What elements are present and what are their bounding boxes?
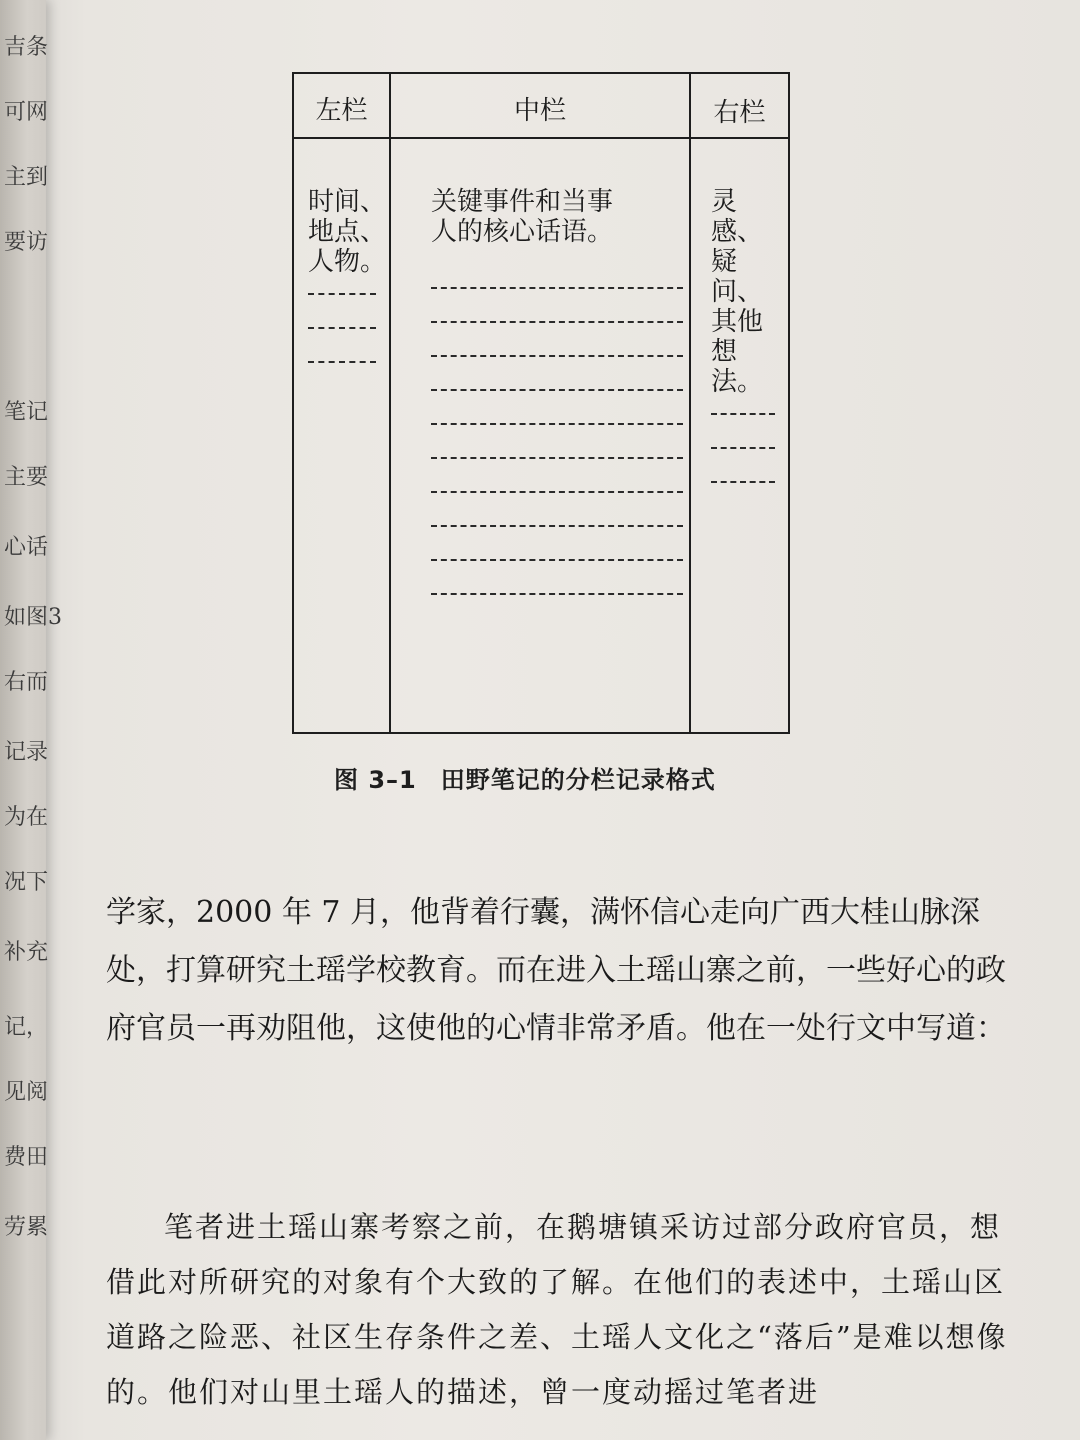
left-column-header: 左栏 — [294, 74, 391, 139]
right-column-text: 灵感、 — [711, 187, 764, 247]
dashed-line — [431, 407, 683, 441]
edge-fragment: 要访 — [4, 230, 49, 255]
left-column-text: 时间、 — [308, 187, 387, 217]
middle-column-text: 人的核心话语。 — [431, 217, 614, 247]
left-column-body — [294, 139, 391, 732]
right-column-body — [691, 139, 788, 732]
edge-fragment: 补充 — [4, 940, 49, 965]
edge-fragment: 吉条 — [4, 35, 49, 60]
body-text — [106, 884, 1026, 1058]
figure-number: 图 3–1 — [334, 766, 417, 794]
dashed-line — [711, 431, 775, 465]
right-column-text: 想法。 — [711, 337, 764, 397]
dashed-line — [431, 271, 683, 305]
edge-fragment: 主到 — [4, 165, 49, 190]
edge-fragment: 见阅 — [4, 1080, 49, 1105]
quote-paragraph: 笔者进土瑶山寨考察之前，在鹅塘镇采访过部分政府官员，想借此对所研究的对象有个大致的了解。在他们的表述中，土瑶山区道路之险恶、社区生存条件之差、土瑶人文化之“落后”是难以想像的。他们对山里土瑶人的描述，曾一度动摇过笔者进 — [106, 1210, 1008, 1409]
edge-fragment: 况下 — [4, 870, 49, 895]
edge-fragment: 笔记 — [4, 400, 49, 425]
edge-fragment: 费田 — [4, 1145, 49, 1170]
figure-title: 田野笔记的分栏记录格式 — [440, 766, 716, 794]
figure-caption — [334, 760, 716, 795]
left-column-text: 人物。 — [308, 247, 387, 277]
edge-fragment: 心话 — [4, 535, 49, 560]
dashed-line — [431, 543, 683, 577]
edge-fragment: 可网 — [4, 100, 49, 125]
dashed-line — [431, 305, 683, 339]
edge-fragment: 右而 — [4, 670, 49, 695]
dashed-line — [308, 345, 376, 379]
edge-fragment: 主要 — [4, 465, 49, 490]
edge-fragment: 如图3 — [4, 605, 62, 630]
middle-column-body — [391, 139, 691, 732]
dashed-line — [431, 339, 683, 373]
left-column-text: 地点、 — [308, 217, 387, 247]
dashed-line — [308, 277, 376, 311]
right-column-text: 疑问、 — [711, 247, 764, 307]
dashed-line — [431, 509, 683, 543]
dashed-line — [431, 475, 683, 509]
dashed-line — [711, 465, 775, 499]
adjacent-page-edge — [0, 0, 62, 1440]
dashed-line — [431, 441, 683, 475]
edge-fragment: 为在 — [4, 805, 49, 830]
dashed-line — [308, 311, 376, 345]
edge-fragment: 记录 — [4, 740, 49, 765]
block-quote — [106, 1200, 1026, 1420]
body-paragraph: 学家，2000 年 7 月，他背着行囊，满怀信心走向广西大桂山脉深处，打算研究土瑶学校教育。而在进入土瑶山寨之前，一些好心的政府官员一再劝阻他，这使他的心情非常矛盾。他在一处行文中写道： — [106, 895, 1006, 1046]
middle-column-header: 中栏 — [391, 74, 691, 139]
edge-fragment: 劳累 — [4, 1215, 49, 1240]
dashed-line — [711, 397, 775, 431]
right-column-header: 右栏 — [691, 74, 788, 139]
dashed-line — [431, 577, 683, 611]
field-notes-column-diagram — [292, 72, 790, 734]
right-column-text: 其他 — [711, 307, 764, 337]
dashed-line — [431, 373, 683, 407]
middle-column-text: 关键事件和当事 — [431, 187, 614, 217]
edge-fragment: 记， — [4, 1015, 49, 1040]
